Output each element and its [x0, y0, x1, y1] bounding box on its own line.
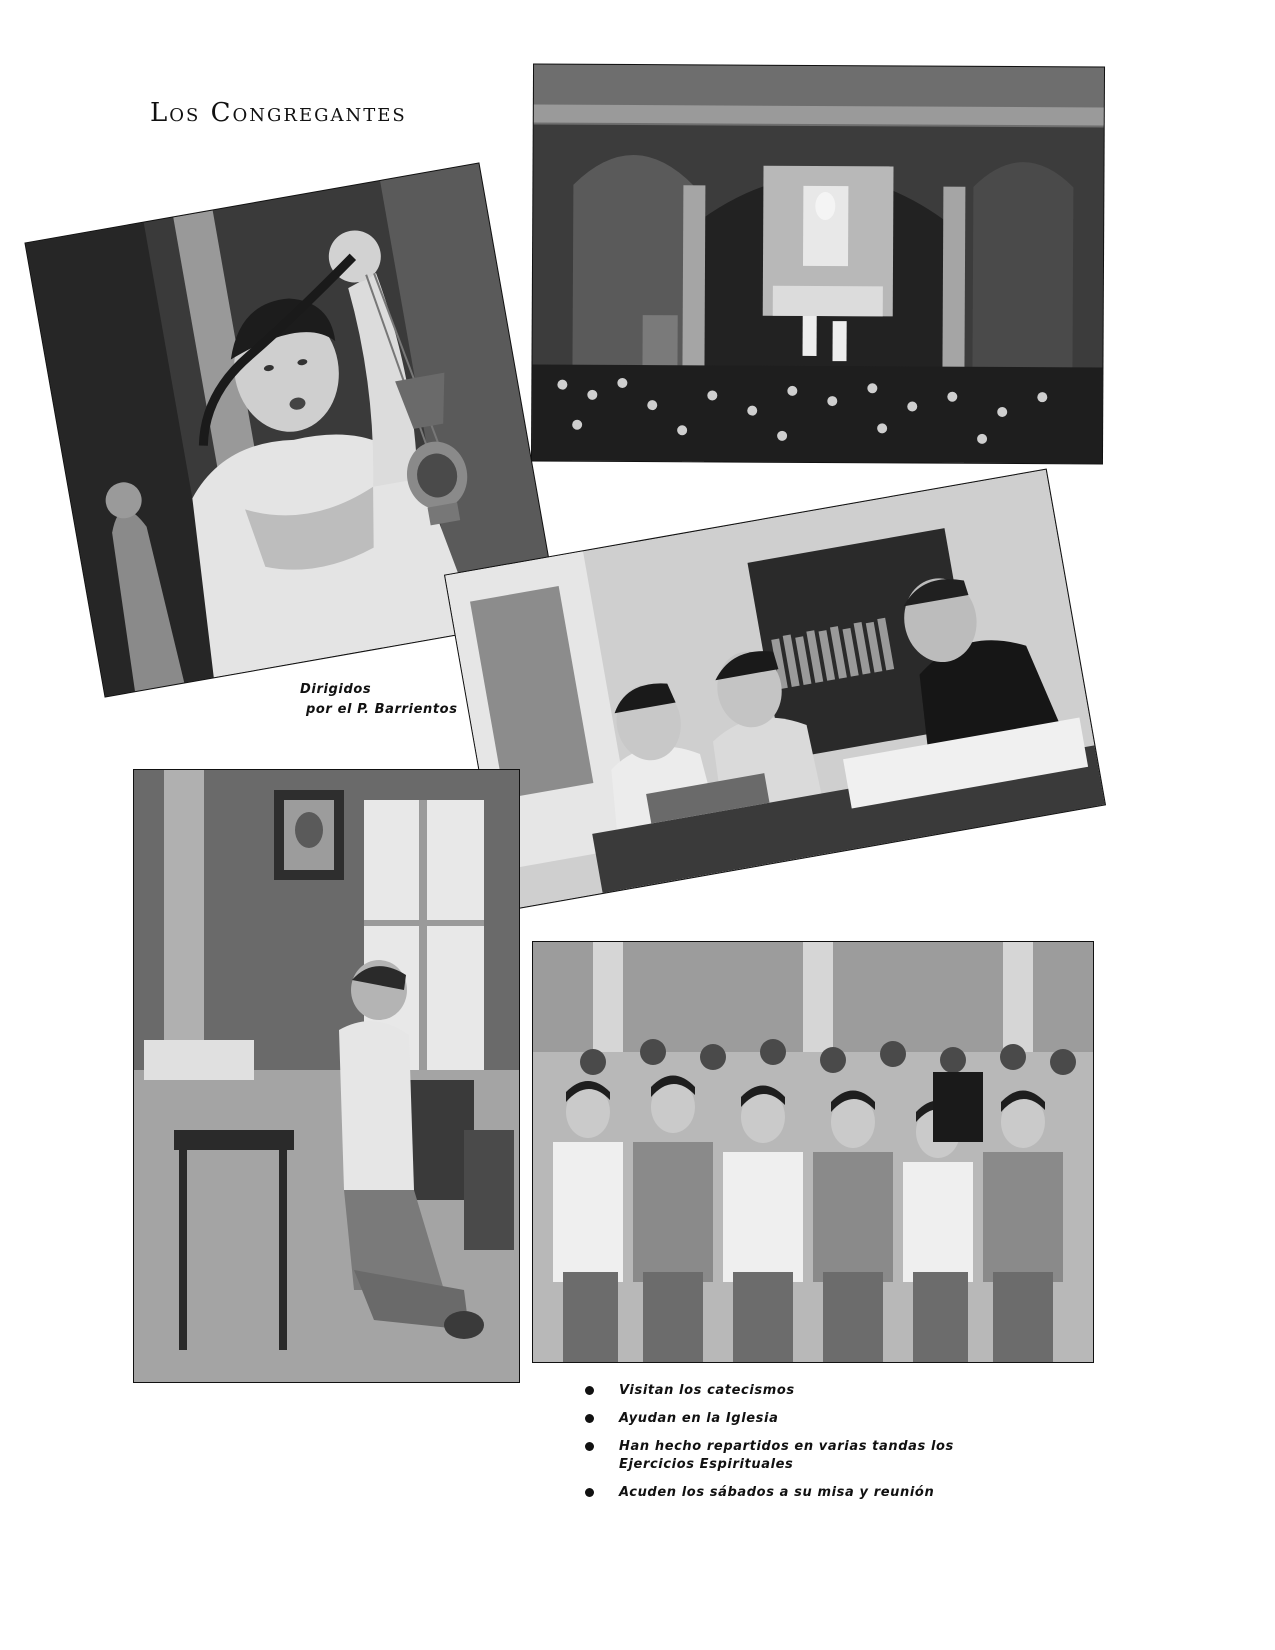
group-of-boys-photo [533, 942, 1093, 1362]
kneeling-boy-photo [134, 770, 519, 1382]
list-item-text: Visitan los catecismos [619, 1383, 795, 1398]
list-item [585, 1438, 1025, 1474]
list-item [585, 1410, 1025, 1428]
caption-line-2: por el P. Barrientos [306, 702, 458, 717]
list-item [585, 1382, 1025, 1400]
list-item-text: Acuden los sábados a su misa y reunión [619, 1485, 935, 1500]
list-item-text: Ayudan en la Iglesia [619, 1411, 779, 1426]
bullet-dot-icon [585, 1386, 594, 1395]
bullet-dot-icon [585, 1488, 594, 1497]
bullet-dot-icon [585, 1442, 594, 1451]
page-title: Los Congregantes [150, 98, 407, 128]
list-item-text: Han hecho repartidos en varias tandas los Ejercicios Espirituales [619, 1439, 954, 1472]
list-item [585, 1484, 1025, 1502]
activities-list [585, 1382, 1025, 1512]
church-interior-photo [532, 65, 1104, 464]
bullet-dot-icon [585, 1414, 594, 1423]
caption-line-1: Dirigidos [300, 682, 372, 697]
photo-caption [300, 680, 458, 720]
